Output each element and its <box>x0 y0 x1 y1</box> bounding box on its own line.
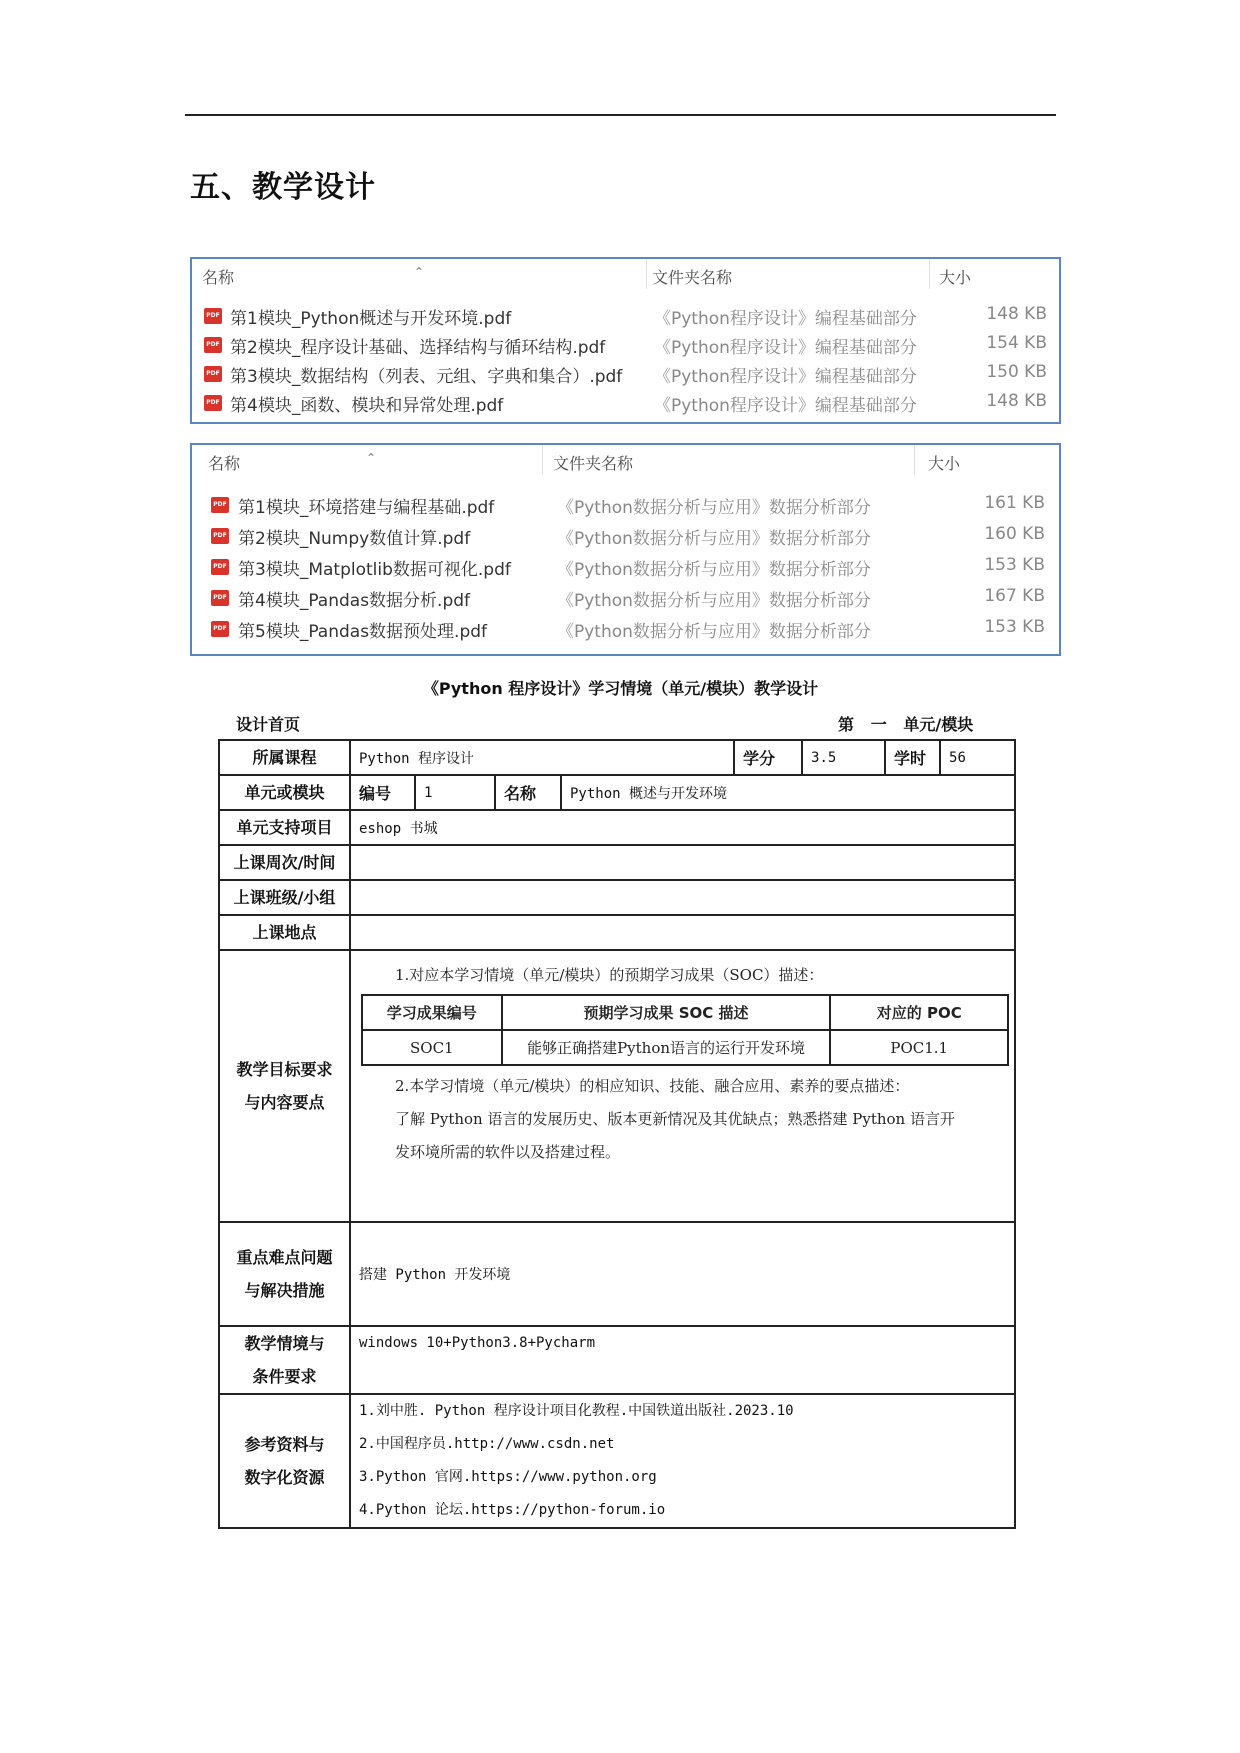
column-header-name[interactable]: 名称 <box>202 268 235 287</box>
week-value <box>350 845 1015 880</box>
pdf-file-icon: PDF <box>204 366 222 382</box>
file-size: 148 KB <box>986 391 1047 411</box>
soc-row <box>362 1030 1008 1065</box>
file-row[interactable] <box>192 331 1059 359</box>
environment-label <box>219 1326 350 1394</box>
soc-desc: 能够正确搭建Python语言的运行开发环境 <box>502 1030 831 1065</box>
file-row[interactable] <box>192 360 1059 388</box>
project-label: 单元支持项目 <box>219 810 350 845</box>
hours-label: 学时 <box>885 740 940 775</box>
file-row[interactable] <box>192 302 1059 330</box>
hours-value: 56 <box>940 740 1015 775</box>
credit-label: 学分 <box>734 740 802 775</box>
row-course <box>219 740 1015 775</box>
file-size: 153 KB <box>984 617 1045 637</box>
file-name: 第3模块_Matplotlib数据可视化.pdf <box>238 560 511 580</box>
pdf-file-icon: PDF <box>204 395 222 411</box>
file-name: 第2模块_Numpy数值计算.pdf <box>238 529 471 549</box>
file-name: 第4模块_函数、模块和异常处理.pdf <box>230 396 504 416</box>
references-label-line-1: 参考资料与 <box>244 1435 325 1454</box>
environment-value: windows 10+Python3.8+Pycharm <box>350 1326 1015 1394</box>
soc-id: SOC1 <box>362 1030 502 1065</box>
name-label: 名称 <box>495 775 561 810</box>
row-week <box>219 845 1015 880</box>
file-name: 第5模块_Pandas数据预处理.pdf <box>238 622 488 642</box>
file-folder: 《Python程序设计》编程基础部分 <box>654 396 917 416</box>
file-size: 161 KB <box>984 493 1045 513</box>
environment-label-line-2: 条件要求 <box>252 1367 317 1386</box>
row-goals <box>219 950 1015 1222</box>
column-header-name[interactable]: 名称 <box>208 454 241 473</box>
pdf-file-icon: PDF <box>211 590 229 606</box>
goal-intro: 1.对应本学习情境（单元/模块）的预期学习成果（SOC）描述： <box>395 966 824 984</box>
file-list-header <box>192 259 1059 293</box>
number-value: 1 <box>415 775 495 810</box>
key-points-value: 搭建 Python 开发环境 <box>350 1222 1015 1326</box>
references-label-line-2: 数字化资源 <box>244 1468 325 1487</box>
goal-point-text-2: 发环境所需的软件以及搭建过程。 <box>395 1143 621 1161</box>
file-list-header <box>192 445 1059 479</box>
file-size: 160 KB <box>984 524 1045 544</box>
file-row[interactable] <box>192 615 1059 643</box>
class-label: 上课班级/小组 <box>219 880 350 915</box>
goal-point-text-1: 了解 Python 语言的发展历史、版本更新情况及其优缺点；熟悉搭建 Python 语言开 <box>395 1110 955 1128</box>
file-size: 148 KB <box>986 304 1047 324</box>
file-folder: 《Python数据分析与应用》数据分析部分 <box>557 591 871 611</box>
file-folder: 《Python程序设计》编程基础部分 <box>654 309 917 329</box>
column-header-size[interactable]: 大小 <box>928 454 961 473</box>
file-folder: 《Python数据分析与应用》数据分析部分 <box>557 498 871 518</box>
file-folder: 《Python数据分析与应用》数据分析部分 <box>557 529 871 549</box>
reference-item: 3.Python 官网.https://www.python.org <box>359 1469 657 1485</box>
soc-header-desc: 预期学习成果 SOC 描述 <box>502 995 831 1030</box>
soc-header-id: 学习成果编号 <box>362 995 502 1030</box>
pdf-file-icon: PDF <box>211 497 229 513</box>
credit-value: 3.5 <box>802 740 885 775</box>
file-name: 第3模块_数据结构（列表、元组、字典和集合）.pdf <box>230 367 623 387</box>
soc-table <box>361 994 1009 1066</box>
soc-header-row <box>362 995 1008 1030</box>
goal-point-title: 2.本学习情境（单元/模块）的相应知识、技能、融合应用、素养的要点描述： <box>395 1077 910 1095</box>
file-folder: 《Python数据分析与应用》数据分析部分 <box>557 622 871 642</box>
row-place <box>219 915 1015 950</box>
row-references <box>219 1394 1015 1528</box>
file-name: 第1模块_Python概述与开发环境.pdf <box>230 309 512 329</box>
lesson-design-title: 《Python 程序设计》学习情境（单元/模块）教学设计 <box>422 679 819 698</box>
file-row[interactable] <box>192 389 1059 417</box>
header-rule <box>185 114 1056 116</box>
row-project <box>219 810 1015 845</box>
file-size: 150 KB <box>986 362 1047 382</box>
file-folder: 《Python数据分析与应用》数据分析部分 <box>557 560 871 580</box>
file-size: 153 KB <box>984 555 1045 575</box>
unit-indicator: 第 一 单元/模块 <box>838 715 974 734</box>
row-key-points <box>219 1222 1015 1326</box>
file-size: 167 KB <box>984 586 1045 606</box>
place-label: 上课地点 <box>219 915 350 950</box>
reference-item: 2.中国程序员.http://www.csdn.net <box>359 1436 615 1452</box>
course-value: Python 程序设计 <box>350 740 734 775</box>
references-list <box>350 1394 1015 1528</box>
reference-item: 4.Python 论坛.https://python-forum.io <box>359 1502 666 1518</box>
key-points-label-line-1: 重点难点问题 <box>236 1248 333 1267</box>
file-row[interactable] <box>192 553 1059 581</box>
lesson-design-table <box>218 739 1016 1529</box>
row-environment <box>219 1326 1015 1394</box>
key-points-label <box>219 1222 350 1326</box>
pdf-file-icon: PDF <box>211 559 229 575</box>
project-value: eshop 书城 <box>350 810 1015 845</box>
file-list-panel-programming <box>190 257 1061 424</box>
number-label: 编号 <box>350 775 415 810</box>
reference-item: 1.刘中胜. Python 程序设计项目化教程.中国铁道出版社.2023.10 <box>359 1403 794 1419</box>
section-title: 五、教学设计 <box>190 170 376 205</box>
pdf-file-icon: PDF <box>211 621 229 637</box>
file-list-panel-data-analysis <box>190 443 1061 656</box>
row-unit <box>219 775 1015 810</box>
file-folder: 《Python程序设计》编程基础部分 <box>654 367 917 387</box>
file-name: 第2模块_程序设计基础、选择结构与循环结构.pdf <box>230 338 606 358</box>
file-size: 154 KB <box>986 333 1047 353</box>
soc-header-poc: 对应的 POC <box>830 995 1008 1030</box>
file-row[interactable] <box>192 491 1059 519</box>
file-name: 第4模块_Pandas数据分析.pdf <box>238 591 471 611</box>
soc-poc: POC1.1 <box>830 1030 1008 1065</box>
pdf-file-icon: PDF <box>211 528 229 544</box>
unit-label: 单元或模块 <box>219 775 350 810</box>
sort-caret-icon: ⌃ <box>414 265 425 279</box>
file-row[interactable] <box>192 522 1059 550</box>
column-header-size[interactable]: 大小 <box>939 268 972 287</box>
goals-label-line-2: 与内容要点 <box>244 1093 325 1112</box>
environment-label-line-1: 教学情境与 <box>244 1334 325 1353</box>
name-value: Python 概述与开发环境 <box>561 775 1015 810</box>
column-header-folder[interactable]: 文件夹名称 <box>652 268 733 287</box>
file-row[interactable] <box>192 584 1059 612</box>
pdf-file-icon: PDF <box>204 308 222 324</box>
place-value <box>350 915 1015 950</box>
goals-content <box>350 950 1015 1222</box>
pdf-file-icon: PDF <box>204 337 222 353</box>
goals-label-line-1: 教学目标要求 <box>236 1060 333 1079</box>
column-header-folder[interactable]: 文件夹名称 <box>553 454 634 473</box>
design-front-page-label: 设计首页 <box>236 715 301 734</box>
row-class <box>219 880 1015 915</box>
references-label <box>219 1394 350 1528</box>
file-name: 第1模块_环境搭建与编程基础.pdf <box>238 498 495 518</box>
week-label: 上课周次/时间 <box>219 845 350 880</box>
sort-caret-icon: ⌃ <box>366 451 377 465</box>
class-value <box>350 880 1015 915</box>
file-folder: 《Python程序设计》编程基础部分 <box>654 338 917 358</box>
key-points-label-line-2: 与解决措施 <box>244 1281 325 1300</box>
goals-label <box>219 950 350 1222</box>
course-label: 所属课程 <box>219 740 350 775</box>
